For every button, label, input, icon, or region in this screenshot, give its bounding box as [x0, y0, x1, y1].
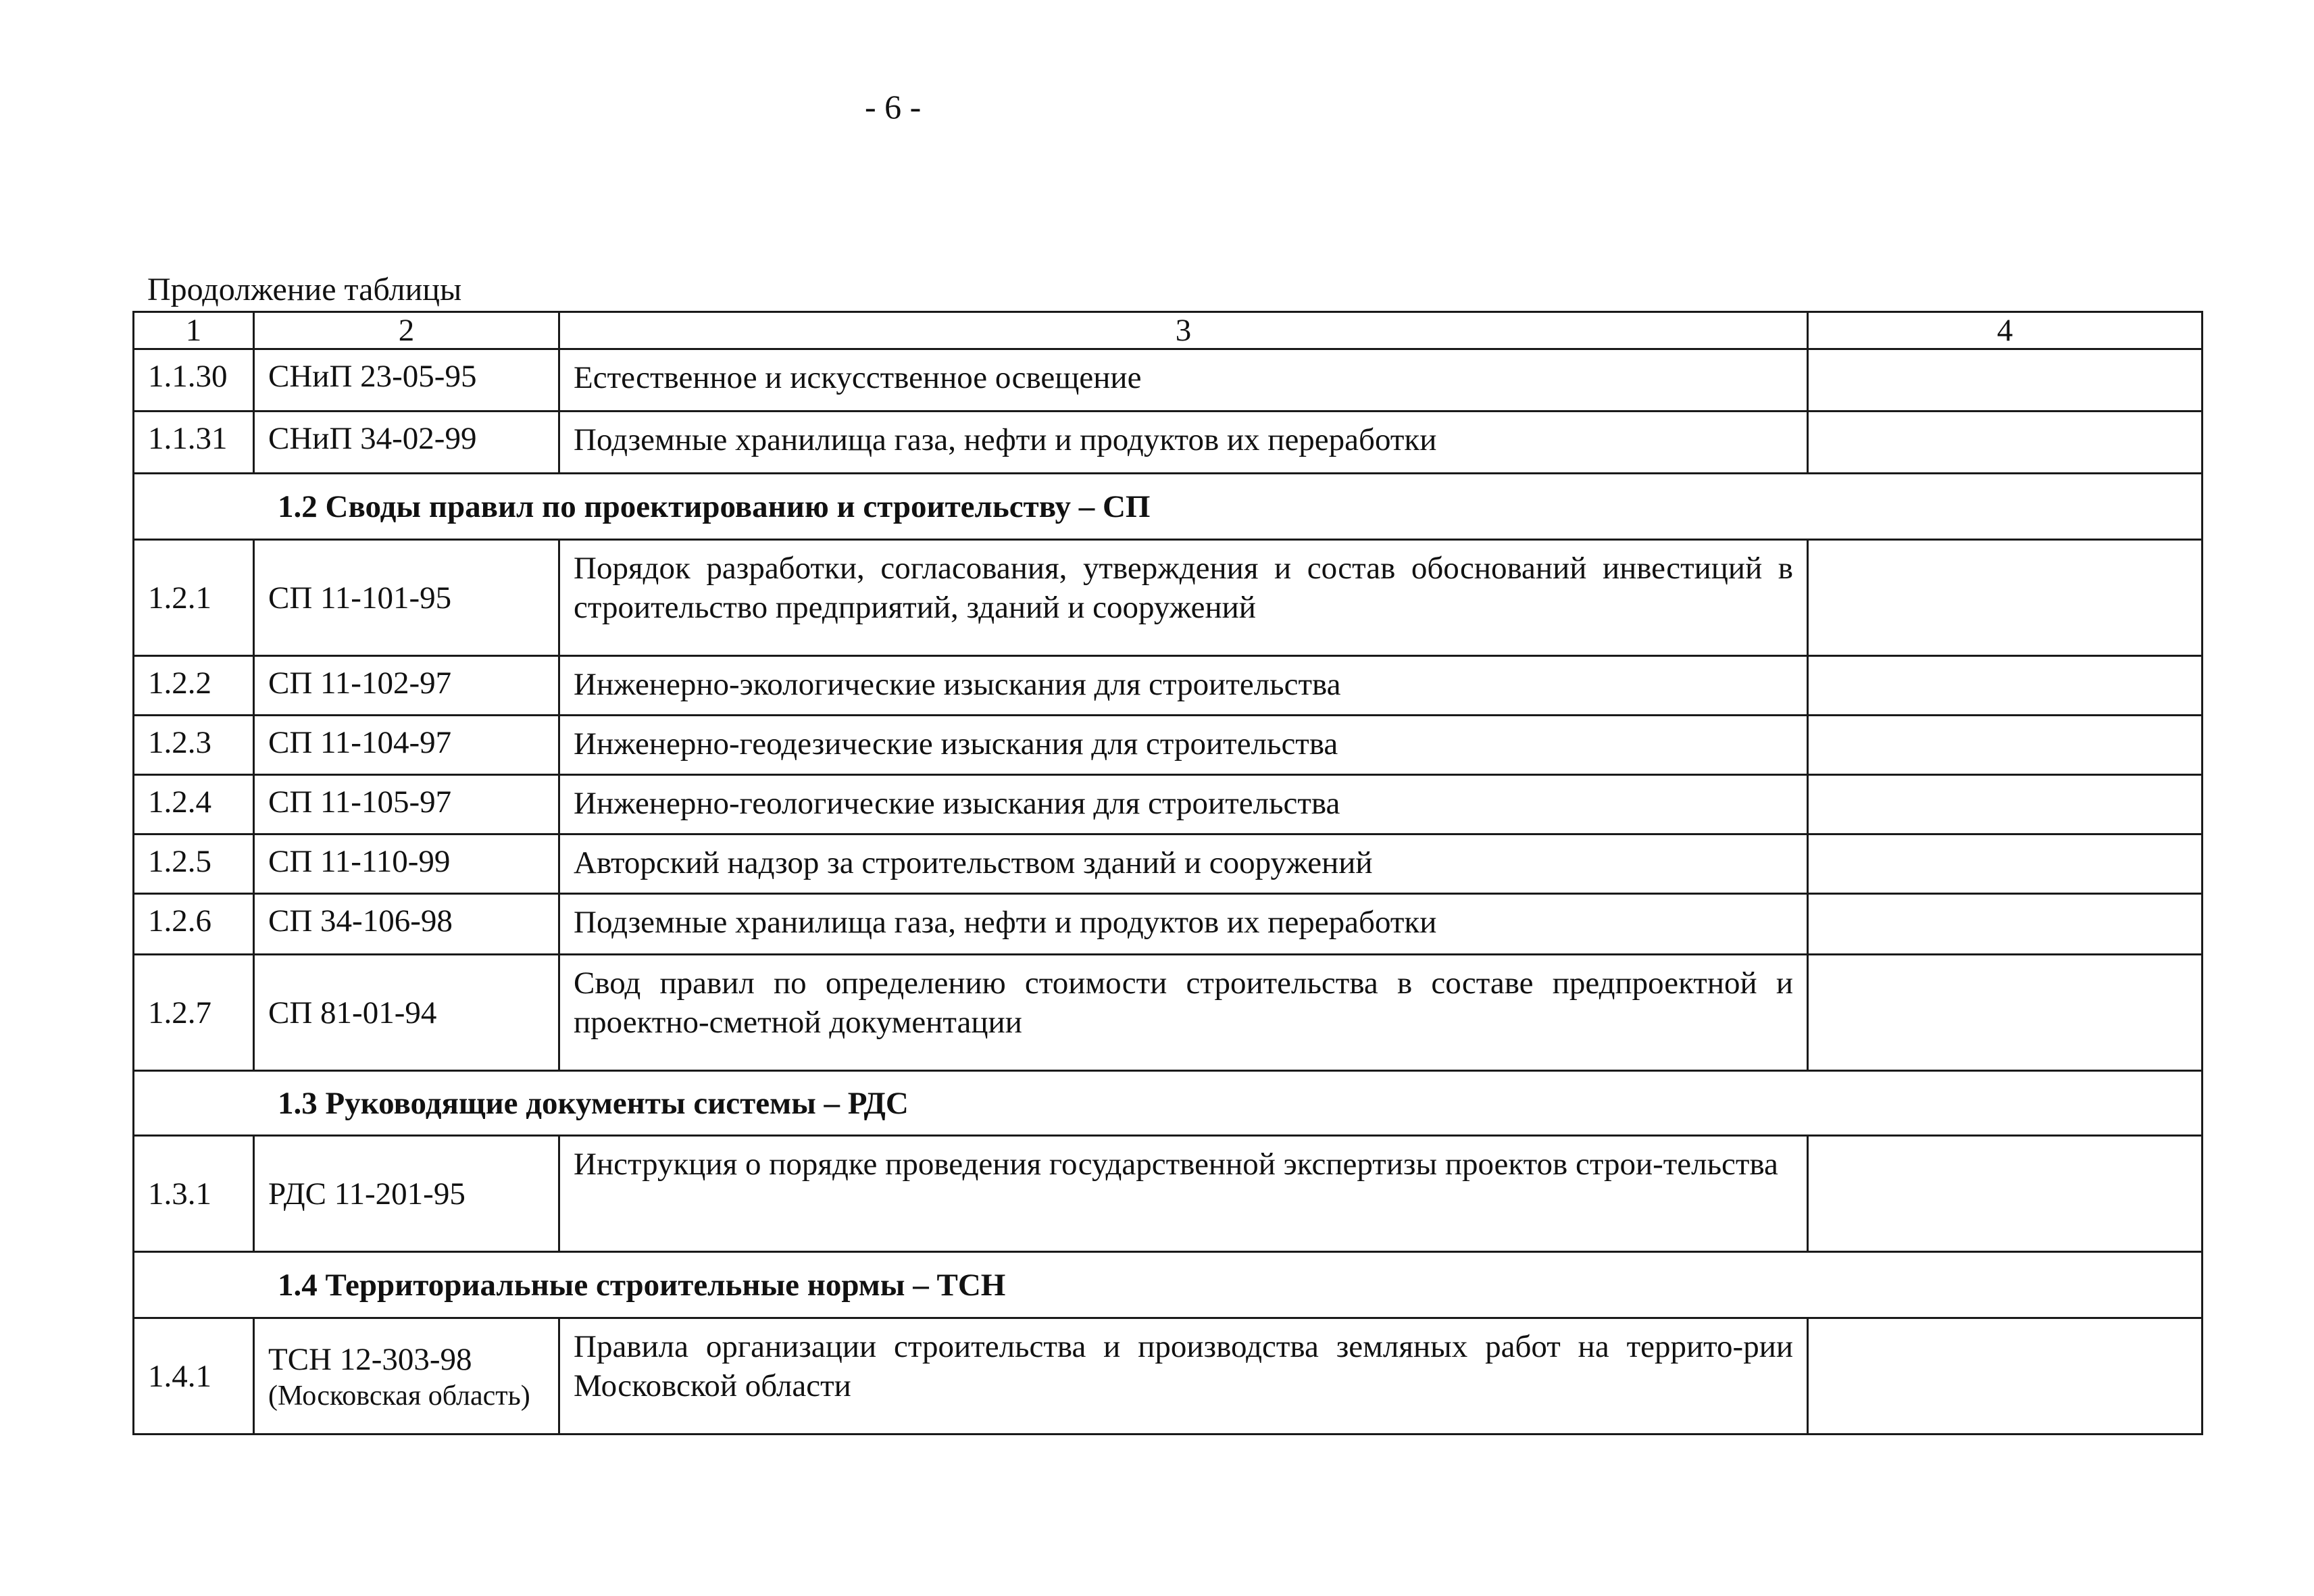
row-designation: СП 11-110-99 [254, 834, 559, 894]
table-continuation-caption: Продолжение таблицы [147, 272, 462, 307]
row-title: Инженерно-экологические изыскания для строительства [559, 656, 1808, 716]
row-note [1808, 349, 2203, 412]
table-row [134, 775, 2203, 834]
row-title: Авторский надзор за строительством зданий и сооружений [559, 834, 1808, 894]
row-designation: СП 34-106-98 [254, 894, 559, 955]
row-title: Инженерно-геодезические изыскания для строительства [559, 716, 1808, 775]
section-heading-row [134, 1252, 2203, 1318]
row-number: 1.2.5 [134, 834, 254, 894]
designation-code: ТСН 12-303-98 [268, 1341, 472, 1377]
page-number: - 6 - [865, 88, 922, 126]
table-column-header-row [134, 312, 2203, 349]
row-number: 1.2.4 [134, 775, 254, 834]
row-note [1808, 775, 2203, 834]
table-row [134, 412, 2203, 474]
table-row [134, 349, 2203, 412]
row-note [1808, 834, 2203, 894]
section-heading-1-2: 1.2 Своды правил по проектированию и строительству – СП [134, 474, 2203, 540]
column-header-title: 3 [559, 312, 1808, 349]
row-number: 1.2.1 [134, 540, 254, 656]
table-row [134, 716, 2203, 775]
section-heading-row [134, 1071, 2203, 1136]
row-note [1808, 1136, 2203, 1252]
row-designation: СНиП 34-02-99 [254, 412, 559, 474]
row-title: Естественное и искусственное освещение [559, 349, 1808, 412]
row-title: Подземные хранилища газа, нефти и продуктов их переработки [559, 894, 1808, 955]
table-row [134, 1318, 2203, 1435]
row-number: 1.2.2 [134, 656, 254, 716]
row-designation: РДС 11-201-95 [254, 1136, 559, 1252]
row-designation: СНиП 23-05-95 [254, 349, 559, 412]
row-title: Подземные хранилища газа, нефти и продуктов их переработки [559, 412, 1808, 474]
row-title: Инструкция о порядке проведения государственной экспертизы проектов строи-тельства [559, 1136, 1808, 1252]
row-number: 1.4.1 [134, 1318, 254, 1435]
table-row [134, 894, 2203, 955]
row-note [1808, 656, 2203, 716]
row-designation [254, 1318, 559, 1435]
row-title: Правила организации строительства и производства земляных работ на террито-рии Московской области [559, 1318, 1808, 1435]
designation-region: (Московская область) [268, 1380, 530, 1412]
section-heading-row [134, 474, 2203, 540]
row-title: Инженерно-геологические изыскания для строительства [559, 775, 1808, 834]
row-number: 1.3.1 [134, 1136, 254, 1252]
column-header-note: 4 [1808, 312, 2203, 349]
table-row [134, 955, 2203, 1071]
table-row [134, 540, 2203, 656]
row-number: 1.1.30 [134, 349, 254, 412]
column-header-number: 1 [134, 312, 254, 349]
row-designation: СП 11-102-97 [254, 656, 559, 716]
row-title: Порядок разработки, согласования, утверждения и состав обоснований инвестиций в строительство предприятий, зданий и сооружений [559, 540, 1808, 656]
section-heading-1-3: 1.3 Руководящие документы системы – РДС [134, 1071, 2203, 1136]
section-heading-1-4: 1.4 Территориальные строительные нормы – ТСН [134, 1252, 2203, 1318]
row-designation: СП 11-104-97 [254, 716, 559, 775]
table-row [134, 834, 2203, 894]
row-number: 1.2.7 [134, 955, 254, 1071]
row-number: 1.2.3 [134, 716, 254, 775]
row-note [1808, 540, 2203, 656]
row-designation: СП 11-105-97 [254, 775, 559, 834]
row-designation: СП 81-01-94 [254, 955, 559, 1071]
row-title: Свод правил по определению стоимости строительства в составе предпроектной и проектно-сметной документации [559, 955, 1808, 1071]
row-note [1808, 955, 2203, 1071]
row-note [1808, 1318, 2203, 1435]
standards-table [132, 311, 2203, 1435]
row-note [1808, 894, 2203, 955]
column-header-designation: 2 [254, 312, 559, 349]
row-number: 1.2.6 [134, 894, 254, 955]
table-row [134, 1136, 2203, 1252]
row-designation: СП 11-101-95 [254, 540, 559, 656]
table-row [134, 656, 2203, 716]
row-number: 1.1.31 [134, 412, 254, 474]
row-note [1808, 412, 2203, 474]
row-note [1808, 716, 2203, 775]
